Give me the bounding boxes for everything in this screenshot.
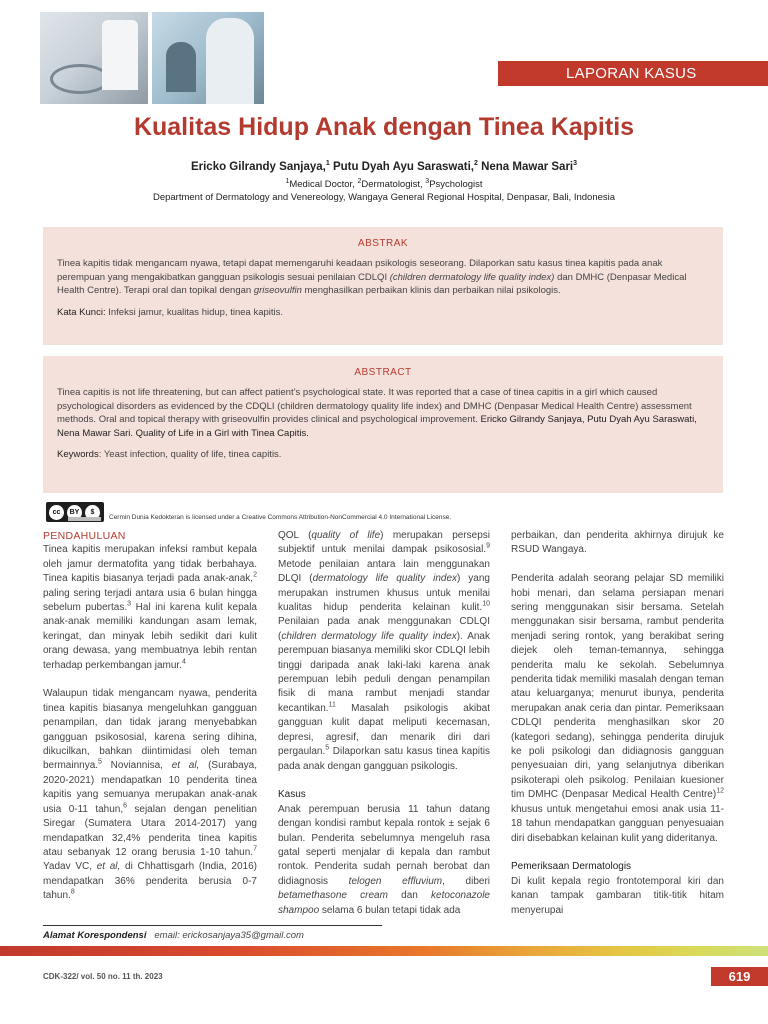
by-icon: BY xyxy=(67,505,82,520)
abstrak-keywords: Kata Kunci: Infeksi jamur, kualitas hidup, tinea kapitis. xyxy=(57,306,284,318)
correspondence-label: Alamat Korespondensi xyxy=(43,930,147,941)
dermatologis-heading: Pemeriksaan Dermatologis xyxy=(511,861,632,873)
paragraph: Tinea kapitis merupakan infeksi rambut kepala oleh jamur dermatofita yang tidak berbahaya. Tinea kapitis biasanya terjadi pada anak-anak,$^2$ paling sering terjadi antara usia 6 bulan hingga sebelum pubertas.$^3$ Hal ini karena kulit kepala anak-anak memiliki kandungan asam lemak, keringat, dan minyak lebih sedikit dari kulit orang dewasa, yang membuatnya lebih rentan terhadap perkembangan jamur.$^4$ xyxy=(43,544,257,671)
article-title: Kualitas Hidup Anak dengan Tinea Kapitis xyxy=(133,113,635,141)
paragraph: Anak perempuan berusia 11 tahun datang dengan kondisi rambut kepala rontok ± sejak 6 bulan. Penderita sebelumnya mengeluh rasa gatal seperti menjalar di kepala dan rambut rontok. Penderita sudah pernah berobat dan didiagnosis telogen effluvium, diberi betamethasone cream dan ketoconazole shampoo selama 6 bulan tetapi tidak ada xyxy=(278,803,491,916)
stethoscope-photo xyxy=(40,12,148,104)
section-label: LAPORAN KASUS xyxy=(566,65,697,82)
paragraph: perbaikan, dan penderita akhirnya dirujuk ke RSUD Wangaya. xyxy=(511,530,724,556)
paragraph: QOL (quality of life) merupakan persepsi subjektif untuk menilai dampak psikososial.$^9$ Metode penilaian antara lain menggunakan DLQI (dermatology life quality index) yang merupakan instrumen khusus untuk menilai kualitas hidup penderita kelainan kulit.$^{10}$ Penilaian pada anak menggunakan CDLQI (children dermatology life quality index). Anak perempuan biasanya memiliki skor CDLQI lebih tinggi daripada anak laki-laki karena anak perempuan lebih peduli dengan penampilan fisik di mana rambut menjadi standar kecantikan.$^{11}$ Masalah psikologis akibat gangguan kulit dapat meliputi kecemasan, depresi, agresif, dan menarik diri dari pergaulan.$^5$ Dilaporkan satu kasus tinea kapitis pada anak dengan gangguan psikologis. xyxy=(278,530,490,772)
nc-icon: $ xyxy=(85,505,100,520)
correspondence xyxy=(43,930,304,941)
abstract-box xyxy=(43,356,723,493)
cc-icon: cc xyxy=(49,505,64,520)
pendahuluan-heading: PENDAHULUAN xyxy=(43,530,126,542)
abstract-keywords: Keywords: Yeast infection, quality of life, tinea capitis. xyxy=(57,449,282,461)
correspondence-divider xyxy=(43,925,382,926)
affiliation: Department of Dermatology and Venereology, Wangaya General Regional Hospital, Denpasar, Bali, Indonesia xyxy=(152,192,616,203)
body-column-2 xyxy=(278,529,490,918)
creative-commons-badge[interactable] xyxy=(46,502,104,522)
author-name: Ericko Gilrandy Sanjaya, xyxy=(190,161,326,173)
kasus-heading: Kasus xyxy=(278,789,306,801)
author-mark: 3 xyxy=(573,160,578,168)
paragraph: Penderita adalah seorang pelajar SD memiliki hobi menari, dan selama persiapan menari sering menggunakan sisir bersama. Setelah menggunakan sisir bersama, rambut penderita menjadi sering rontok, yang berakibat sering diejek oleh teman-temannya, sehingga penderita malu ke sekolah. Sebelumnya penderita tidak memiliki masalah dengan teman atau keluarganya; menurut ibunya, penderita merupakan anak ceria dan pintar. Pemeriksaan CDLQI penderita menghasilkan skor 20 (kategori sedang), sehingga penderita dirujuk ke poli psikologi dan didiagnosis gangguan penyesuaian diri, yang selanjutnya diberikan psikoterapi oleh psikolog. Penilaian kuesioner tim DMHC (Denpasar Medical Health Centre)$^{12}$ khusus untuk mengetahui emosi anak usia 11-18 tahun mendapatkan gangguan penyesuaian diri disebabkan kelainan kulit yang dideritanya. xyxy=(511,573,724,844)
page-number: 619 xyxy=(711,967,768,986)
author-list xyxy=(0,161,768,173)
header-photos xyxy=(40,12,268,104)
correspondence-email[interactable]: email: erickosanjaya35@gmail.com xyxy=(154,930,304,941)
author-name: Putu Dyah Ayu Saraswati, xyxy=(332,161,474,173)
abstrak-text: Tinea kapitis tidak mengancam nyawa, tetapi dapat memengaruhi keadaan psikologis seseorang. Dilaporkan satu kasus tinea kapitis pada anak perempuan yang mengakibatkan gangguan psikologis sesuai penilaian CDLQI (children dermatology life quality index) dan DMHC (Denpasar Medical Health Centre). Terapi oral dan topikal dengan griseovulfin menghasilkan perbaikan klinis dan perbaikan nilai psikologis. xyxy=(57,258,687,297)
doctor-photo xyxy=(152,12,264,104)
author-roles: $^1$Medical Doctor, $^2$Dermatologist, $^3$Psychologist xyxy=(285,177,483,190)
abstract-text: Tinea capitis is not life threatening, but can affect patient’s psychological state. It was reported that a case of tinea capitis in a girl which caused psychological disorders as evidenced by the CDQLI (children dermatology quality life index) and DMHC (Denpasar Medical Health Centre) assessment methods. Oral and topical therapy with griseovulfin provides clinical and psychological improvement. Ericko Gilrandy Sanjaya, Putu Dyah Ayu Saraswati, Nena Mawar Sari. Quality of Life in a Girl with Tinea Capitis. xyxy=(57,387,697,439)
footer-gradient-bar xyxy=(0,946,768,956)
abstract-citation: Ericko Gilrandy Sanjaya, Putu Dyah Ayu Saraswati, Nena Mawar Sari. Quality of Life in a Girl with Tinea Capitis. xyxy=(57,414,697,439)
abstrak-heading: ABSTRAK xyxy=(357,238,409,249)
paragraph: Walaupun tidak mengancam nyawa, penderita tinea kapitis biasanya mengeluhkan gangguan penampilan, dan tidak jarang menyebabkan gangguan psikososial, karena sering dihina, dikucilkan, bahkan diintimidasi oleh teman bermainnya.$^5$ Noviannisa, et al, (Surabaya, 2020-2021) mendapatkan 10 penderita tinea kapitis yang semuanya merupakan anak-anak usia 0-11 tahun,$^6$ sejalan dengan penelitian Siregar (Sumatera Utara 2014-2017) yang mendapatkan 32,4% penderita tinea kapitis atau sebanyak 12 orang berusia 1-10 tahun.$^7$ Yadav VC, et al, di Chhattisgarh (India, 2016) mendapatkan 36% penderita berusia 0-7 tahun.$^8$ xyxy=(43,688,258,902)
author-name: Nena Mawar Sari xyxy=(481,161,574,173)
journal-citation: CDK-322/ vol. 50 no. 11 th. 2023 xyxy=(43,972,163,981)
body-column-3 xyxy=(511,529,724,918)
author-mark: 1 xyxy=(325,160,330,168)
license-text: Cermin Dunia Kedokteran is licensed under a Creative Commons Attribution-NonCommercial 4.0 International License. xyxy=(109,514,452,521)
paragraph: Di kulit kepala regio frontotemporal kiri dan kanan tampak gambaran titik-titik hitam menyerupai xyxy=(511,875,724,916)
author-mark: 2 xyxy=(473,160,478,168)
body-column-1 xyxy=(43,529,257,904)
abstract-heading: ABSTRACT xyxy=(354,367,412,378)
abstrak-box xyxy=(43,227,723,345)
